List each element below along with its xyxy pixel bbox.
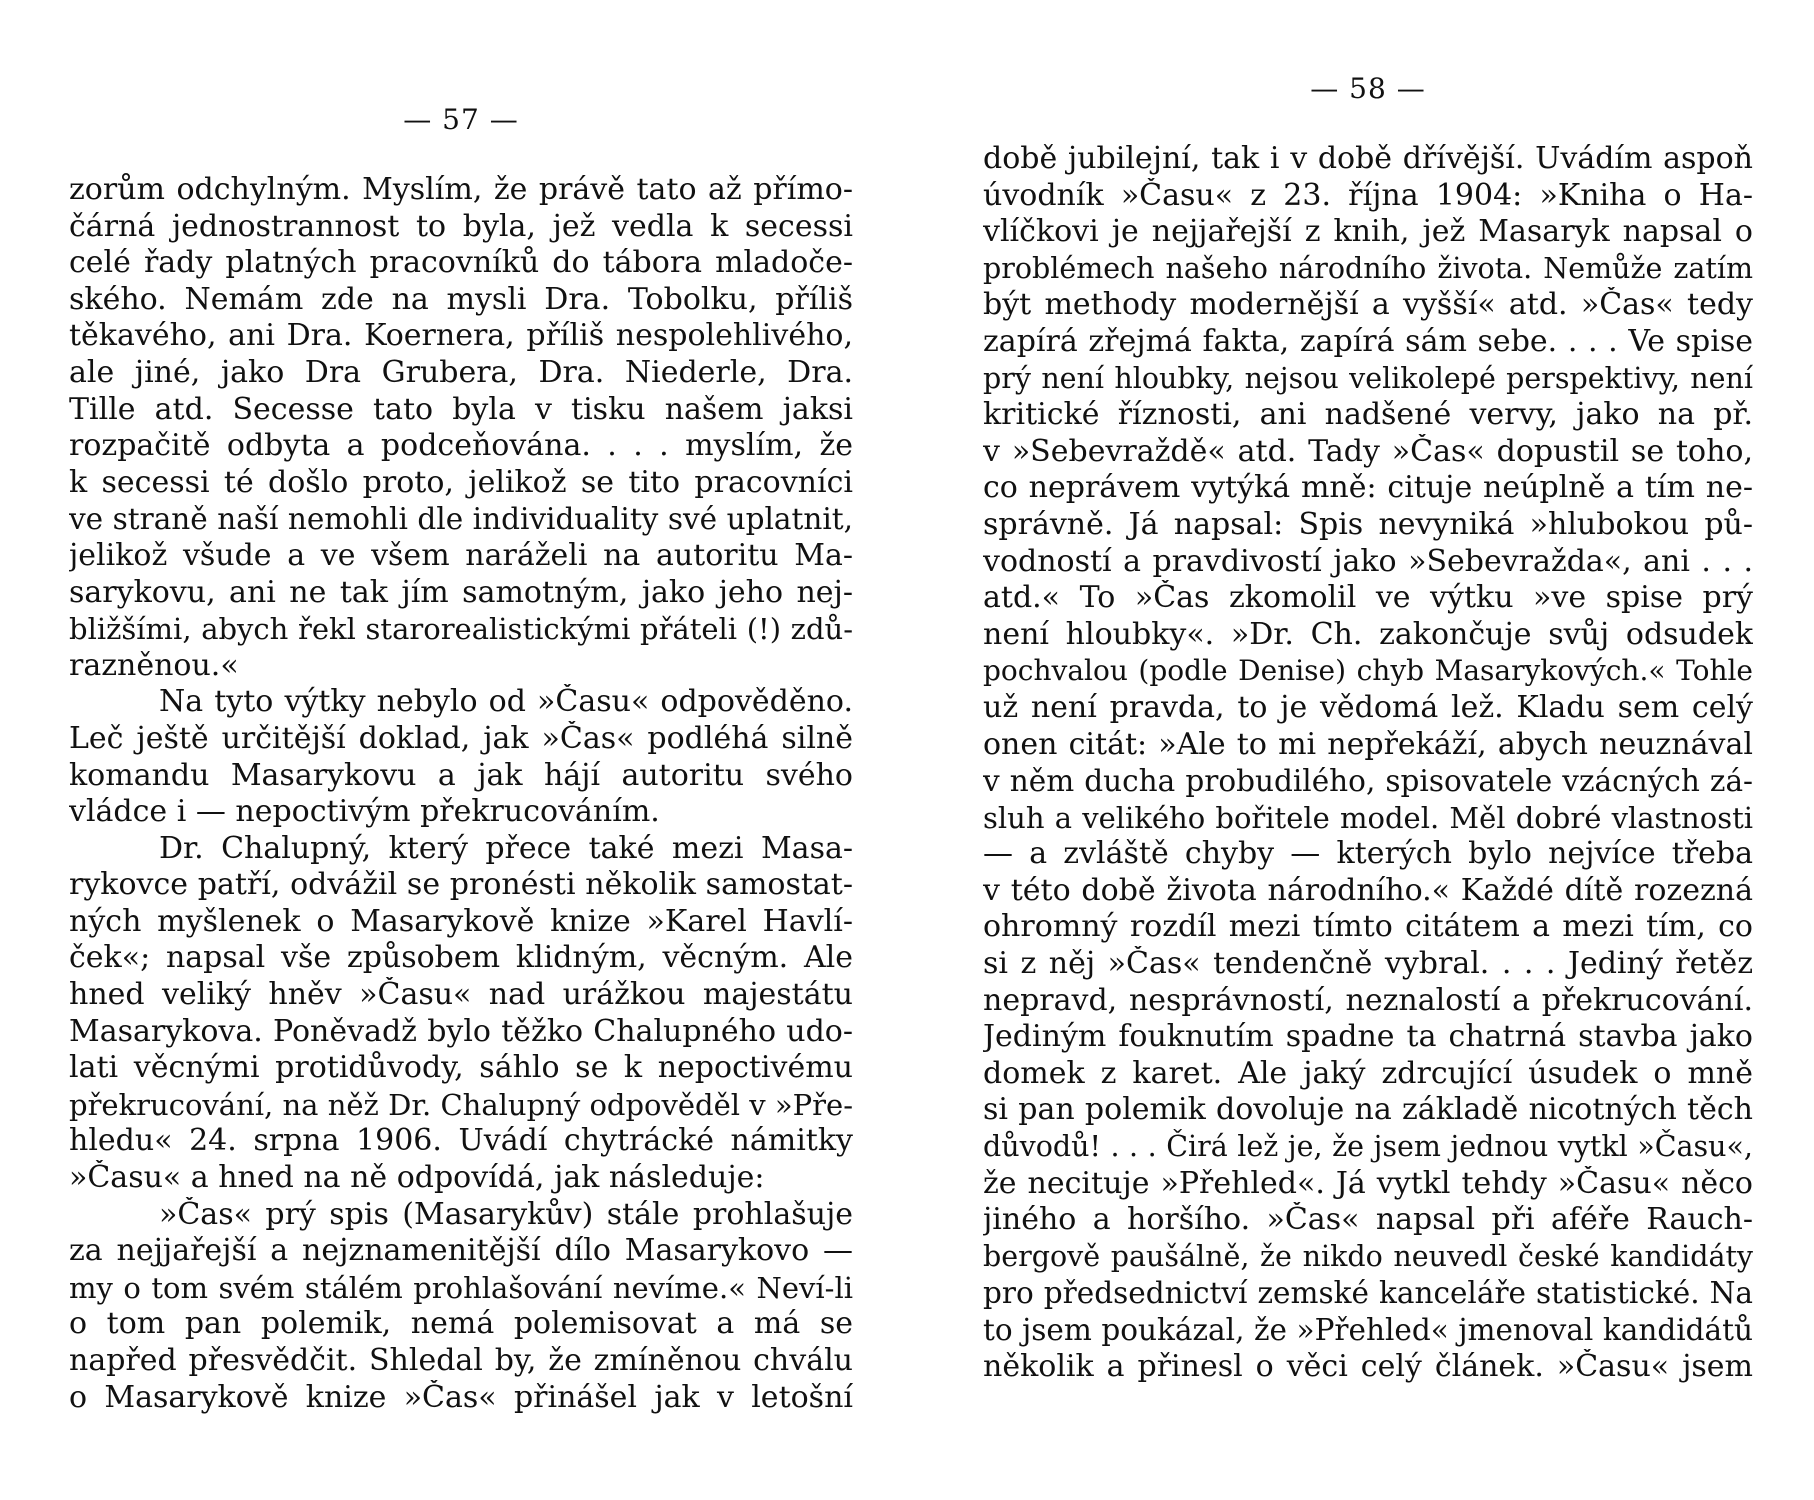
text-line: razněnou.« (69, 647, 239, 683)
text-line: vodností a pravdivostí jako »Sebevražda«, ani . . . (983, 543, 1753, 579)
text-line: sarykovu, ani ne tak jím samotným, jako jeho nej- (69, 574, 853, 610)
text-line: nepravd, nesprávností, neznalostí a překrucování. (983, 982, 1753, 1018)
text-line: — a zvláště chyby — kterých bylo nejvíce třeba (983, 836, 1753, 872)
text-line: úvodník »Času« z 23. října 1904: »Kniha o Ha- (983, 177, 1753, 213)
page-text (69, 172, 853, 1416)
text-line: k secessi té došlo proto, jelikož se tito pracovníci (69, 464, 853, 500)
text-line: Dr. Chalupný, který přece také mezi Masa- (159, 830, 853, 866)
text-line: o Masarykově knize »Čas« přinášel jak v letošní (69, 1379, 853, 1415)
text-line: správně. Já napsal: Spis nevyniká »hlubokou pů- (983, 506, 1753, 542)
text-line: bergově paušálně, že nikdo neuvedl české kandidáty (983, 1239, 1753, 1273)
text-line: ského. Nemám zde na mysli Dra. Tobolku, příliš (69, 281, 853, 317)
text-line: sluh a velikého bořitele model. Měl dobré vlastnosti (983, 800, 1753, 835)
text-line: už není pravda, to je vědomá lež. Kladu sem celý (983, 689, 1753, 725)
text-line: vlíčkovi je nejjařejší z knih, jež Masaryk napsal o (983, 214, 1753, 250)
text-line: komandu Masarykovu a jak hájí autoritu svého (69, 757, 853, 793)
text-line: překrucování, na něž Dr. Chalupný odpověděl v »Pře- (69, 1087, 853, 1122)
text-line: »Čas« prý spis (Masarykův) stále prohlašuje (159, 1196, 853, 1232)
text-line: napřed přesvědčit. Shledal by, že zmíněnou chválu (69, 1343, 853, 1378)
text-line: zapírá zřejmá fakta, zapírá sám sebe. . . . Ve spise (983, 323, 1753, 359)
text-line: ných myšlenek o Masarykově knize »Karel Havlí- (69, 903, 853, 939)
text-line: hned veliký hněv »Času« nad urážkou majestátu (69, 977, 853, 1013)
text-line: době jubilejní, tak i v době dřívější. Uvádím aspoň (983, 141, 1753, 176)
text-line: kritické říznosti, ani nadšené vervy, jako na př. (983, 397, 1753, 433)
text-line: ale jiné, jako Dra Grubera, Dra. Niederle, Dra. (69, 354, 853, 390)
text-line: Leč ještě určitější doklad, jak »Čas« podléhá silně (69, 720, 853, 756)
text-line: pochvalou (podle Denise) chyb Masarykových.« Tohle (983, 654, 1753, 688)
text-line: zorům odchylným. Myslím, že právě tato až přímo- (69, 172, 853, 207)
text-line: si z něj »Čas« tendenčně vybral. . . . Jediný řetěz (983, 946, 1753, 982)
text-line: pro předsednictví zemské kanceláře statistické. Na (983, 1276, 1753, 1311)
text-line: v této době života národního.« Každé dítě rozezná (983, 872, 1753, 908)
text-line: o tom pan polemik, nemá polemisovat a má se (69, 1306, 853, 1342)
text-line: jiného a horšího. »Čas« napsal při aféře Rauch- (983, 1202, 1753, 1238)
text-line: bližšími, abych řekl starorealistickými přáteli (!) zdů- (69, 612, 853, 647)
page-number: — 58 — (1310, 72, 1426, 105)
text-line: vládce i — nepoctivým překrucováním. (69, 794, 660, 830)
text-line: hledu« 24. srpna 1906. Uvádí chytrácké námitky (69, 1123, 853, 1159)
text-line: jelikož všude a ve všem naráželi na autoritu Ma- (69, 537, 853, 573)
text-line: několik a přinesl o věci celý článek. »Času« jsem (983, 1348, 1753, 1384)
text-line: lati věcnými protidůvody, sáhlo se k nepoctivému (69, 1050, 853, 1086)
text-line: čárná jednostrannost to byla, jež vedla k secessi (69, 208, 853, 244)
text-line: atd.« To »Čas zkomolil ve výtku »ve spise prý (983, 580, 1753, 616)
text-line: Tille atd. Secesse tato byla v tisku našem jaksi (69, 391, 853, 427)
text-line: si pan polemik dovoluje na základě nicotných těch (983, 1092, 1753, 1128)
text-line: není hloubky«. »Dr. Ch. zakončuje svůj odsudek (983, 616, 1753, 652)
text-line: v něm ducha probudilého, spisovatele vzácných zá- (983, 764, 1753, 799)
text-line: to jsem poukázal, že »Přehled« jmenoval kandidátů (983, 1313, 1753, 1347)
text-line: my o tom svém stálém prohlašování nevíme.« Neví-li (69, 1270, 853, 1305)
text-line: ohromný rozdíl mezi tímto citátem a mezi tím, co (983, 909, 1753, 945)
text-line: Na tyto výtky nebylo od »Času« odpověděno. (159, 684, 853, 720)
text-line: celé řady platných pracovníků do tábora mladoče- (69, 245, 853, 281)
text-line: onen citát: »Ale to mi nepřekáží, abych neuznával (983, 726, 1753, 762)
text-line: Masarykova. Poněvadž bylo těžko Chalupného udo- (69, 1013, 853, 1049)
page-text (983, 141, 1753, 1385)
text-line: že necituje »Přehled«. Já vytkl tehdy »Času« něco (983, 1165, 1753, 1201)
text-line: rykovce patří, odvážil se pronésti několik samostat- (69, 867, 853, 903)
text-line: Jediným fouknutím spadne ta chatrná stavba jako (983, 1019, 1753, 1055)
page-number: — 57 — (403, 103, 519, 136)
text-line: ve straně naší nemohli dle individuality své uplatnit, (69, 502, 853, 537)
text-line: domek z karet. Ale jaký zdrcující úsudek o mně (983, 1055, 1753, 1091)
text-line: těkavého, ani Dra. Koernera, příliš nespolehlivého, (69, 318, 853, 354)
text-line: v »Sebevraždě« atd. Tady »Čas« dopustil se toho, (983, 433, 1753, 469)
text-line: ček«; napsal vše způsobem klidným, věcným. Ale (69, 940, 853, 976)
text-line: rozpačitě odbyta a podceňována. . . . myslím, že (69, 428, 853, 464)
text-line: problémech našeho národního života. Nemůže zatím (983, 251, 1753, 285)
text-line: »Času« a hned na ně odpovídá, jak následuje: (69, 1160, 765, 1196)
text-line: za nejjařejší a nejznamenitější dílo Masarykovo — (69, 1233, 853, 1269)
text-line: co neprávem vytýká mně: cituje neúplně a tím ne- (983, 470, 1753, 506)
text-line: být methody modernější a vyšší« atd. »Čas« tedy (983, 287, 1753, 323)
text-line: důvodů! . . . Čirá lež je, že jsem jednou vytkl »Času«, (983, 1130, 1753, 1164)
text-line: prý není hloubky, nejsou velikolepé perspektivy, není (983, 361, 1753, 395)
